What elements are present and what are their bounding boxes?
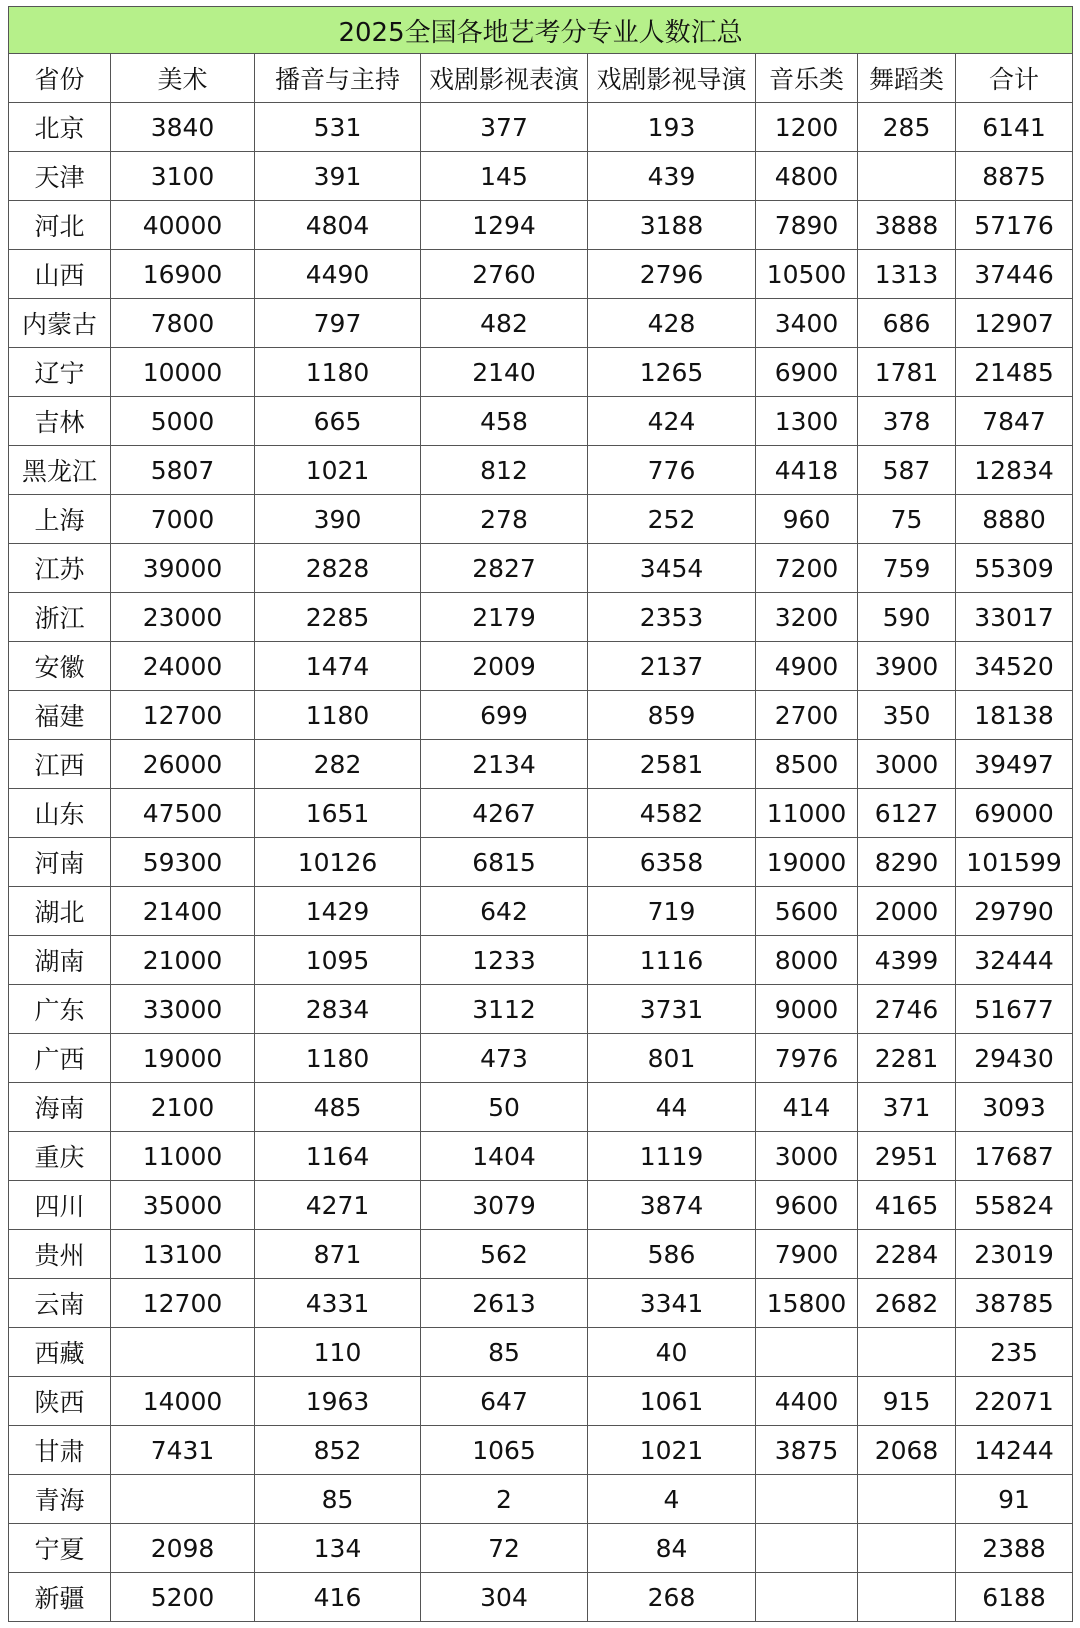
cell-drama-directing: 424 — [588, 397, 756, 446]
cell-total: 2388 — [956, 1524, 1073, 1573]
cell-music: 7900 — [756, 1230, 858, 1279]
cell-music: 4900 — [756, 642, 858, 691]
cell-music: 8500 — [756, 740, 858, 789]
cell-fine-arts: 7800 — [111, 299, 255, 348]
cell-broadcasting-hosting: 416 — [255, 1573, 421, 1622]
table-body — [9, 103, 1073, 1622]
cell-broadcasting-hosting: 10126 — [255, 838, 421, 887]
cell-dance — [858, 1573, 956, 1622]
cell-broadcasting-hosting: 1095 — [255, 936, 421, 985]
cell-fine-arts: 59300 — [111, 838, 255, 887]
table-row — [9, 544, 1073, 593]
cell-total: 6188 — [956, 1573, 1073, 1622]
cell-province: 西藏 — [9, 1328, 111, 1377]
table-row — [9, 1328, 1073, 1377]
cell-drama-directing: 1119 — [588, 1132, 756, 1181]
cell-drama-performance: 3112 — [421, 985, 588, 1034]
table-row — [9, 1034, 1073, 1083]
cell-music: 19000 — [756, 838, 858, 887]
cell-drama-performance: 642 — [421, 887, 588, 936]
cell-music: 8000 — [756, 936, 858, 985]
table-row — [9, 1279, 1073, 1328]
cell-broadcasting-hosting: 1474 — [255, 642, 421, 691]
cell-drama-directing: 4582 — [588, 789, 756, 838]
cell-province: 湖南 — [9, 936, 111, 985]
cell-fine-arts: 12700 — [111, 691, 255, 740]
cell-fine-arts: 21400 — [111, 887, 255, 936]
table-row — [9, 495, 1073, 544]
table-row — [9, 740, 1073, 789]
cell-province: 四川 — [9, 1181, 111, 1230]
cell-drama-performance: 6815 — [421, 838, 588, 887]
cell-broadcasting-hosting: 1180 — [255, 1034, 421, 1083]
cell-province: 浙江 — [9, 593, 111, 642]
cell-drama-directing: 84 — [588, 1524, 756, 1573]
cell-fine-arts: 7431 — [111, 1426, 255, 1475]
cell-music — [756, 1328, 858, 1377]
cell-drama-directing: 3731 — [588, 985, 756, 1034]
cell-dance: 2281 — [858, 1034, 956, 1083]
cell-fine-arts: 39000 — [111, 544, 255, 593]
cell-music: 11000 — [756, 789, 858, 838]
cell-broadcasting-hosting: 1021 — [255, 446, 421, 495]
cell-drama-performance: 2760 — [421, 250, 588, 299]
cell-total: 22071 — [956, 1377, 1073, 1426]
cell-drama-directing: 801 — [588, 1034, 756, 1083]
cell-broadcasting-hosting: 110 — [255, 1328, 421, 1377]
cell-broadcasting-hosting: 2828 — [255, 544, 421, 593]
cell-drama-directing: 44 — [588, 1083, 756, 1132]
cell-drama-performance: 2140 — [421, 348, 588, 397]
cell-drama-performance: 1404 — [421, 1132, 588, 1181]
cell-dance: 759 — [858, 544, 956, 593]
cell-music — [756, 1524, 858, 1573]
cell-province: 海南 — [9, 1083, 111, 1132]
cell-dance: 3900 — [858, 642, 956, 691]
cell-music: 4418 — [756, 446, 858, 495]
cell-music: 7976 — [756, 1034, 858, 1083]
cell-total: 32444 — [956, 936, 1073, 985]
cell-broadcasting-hosting: 282 — [255, 740, 421, 789]
cell-fine-arts: 16900 — [111, 250, 255, 299]
column-header-total: 合计 — [956, 54, 1073, 103]
cell-fine-arts: 7000 — [111, 495, 255, 544]
cell-broadcasting-hosting: 1180 — [255, 348, 421, 397]
cell-dance: 3888 — [858, 201, 956, 250]
cell-drama-performance: 50 — [421, 1083, 588, 1132]
cell-drama-directing: 1061 — [588, 1377, 756, 1426]
cell-music: 414 — [756, 1083, 858, 1132]
cell-drama-performance: 2134 — [421, 740, 588, 789]
cell-music: 4800 — [756, 152, 858, 201]
cell-drama-directing: 1116 — [588, 936, 756, 985]
cell-total: 37446 — [956, 250, 1073, 299]
cell-dance: 2746 — [858, 985, 956, 1034]
cell-drama-performance: 1294 — [421, 201, 588, 250]
cell-fine-arts: 2100 — [111, 1083, 255, 1132]
cell-broadcasting-hosting: 797 — [255, 299, 421, 348]
table-row — [9, 152, 1073, 201]
cell-drama-directing: 40 — [588, 1328, 756, 1377]
cell-drama-performance: 647 — [421, 1377, 588, 1426]
table-frame — [8, 6, 1072, 1622]
cell-drama-performance: 482 — [421, 299, 588, 348]
cell-fine-arts: 5000 — [111, 397, 255, 446]
cell-drama-directing: 252 — [588, 495, 756, 544]
cell-drama-performance: 1065 — [421, 1426, 588, 1475]
cell-province: 上海 — [9, 495, 111, 544]
cell-drama-performance: 3079 — [421, 1181, 588, 1230]
table-row — [9, 103, 1073, 152]
cell-music: 9600 — [756, 1181, 858, 1230]
table-row — [9, 887, 1073, 936]
table-row — [9, 397, 1073, 446]
column-header-dance: 舞蹈类 — [858, 54, 956, 103]
cell-total: 3093 — [956, 1083, 1073, 1132]
cell-fine-arts: 47500 — [111, 789, 255, 838]
cell-drama-directing: 428 — [588, 299, 756, 348]
table-row — [9, 1083, 1073, 1132]
column-header-music: 音乐类 — [756, 54, 858, 103]
cell-drama-directing: 2581 — [588, 740, 756, 789]
cell-drama-performance: 4267 — [421, 789, 588, 838]
cell-fine-arts: 40000 — [111, 201, 255, 250]
cell-music: 9000 — [756, 985, 858, 1034]
table-row — [9, 936, 1073, 985]
cell-province: 宁夏 — [9, 1524, 111, 1573]
cell-music: 3000 — [756, 1132, 858, 1181]
cell-fine-arts: 2098 — [111, 1524, 255, 1573]
cell-province: 山西 — [9, 250, 111, 299]
cell-broadcasting-hosting: 85 — [255, 1475, 421, 1524]
cell-drama-directing: 1265 — [588, 348, 756, 397]
cell-music: 3875 — [756, 1426, 858, 1475]
cell-drama-directing: 439 — [588, 152, 756, 201]
cell-province: 湖北 — [9, 887, 111, 936]
cell-fine-arts — [111, 1328, 255, 1377]
cell-dance: 4165 — [858, 1181, 956, 1230]
cell-drama-directing: 4 — [588, 1475, 756, 1524]
cell-music: 960 — [756, 495, 858, 544]
cell-total: 69000 — [956, 789, 1073, 838]
cell-province: 重庆 — [9, 1132, 111, 1181]
cell-total: 91 — [956, 1475, 1073, 1524]
cell-broadcasting-hosting: 1164 — [255, 1132, 421, 1181]
cell-province: 河南 — [9, 838, 111, 887]
cell-fine-arts: 10000 — [111, 348, 255, 397]
cell-fine-arts: 5200 — [111, 1573, 255, 1622]
table-row — [9, 691, 1073, 740]
table-row — [9, 642, 1073, 691]
cell-fine-arts: 5807 — [111, 446, 255, 495]
cell-province: 山东 — [9, 789, 111, 838]
cell-dance: 371 — [858, 1083, 956, 1132]
cell-total: 14244 — [956, 1426, 1073, 1475]
column-header-drama-directing: 戏剧影视导演 — [588, 54, 756, 103]
cell-drama-performance: 458 — [421, 397, 588, 446]
cell-broadcasting-hosting: 4490 — [255, 250, 421, 299]
cell-dance — [858, 152, 956, 201]
title-row — [9, 7, 1073, 54]
cell-total: 6141 — [956, 103, 1073, 152]
cell-province: 北京 — [9, 103, 111, 152]
cell-province: 吉林 — [9, 397, 111, 446]
cell-fine-arts: 24000 — [111, 642, 255, 691]
cell-dance: 3000 — [858, 740, 956, 789]
cell-music: 7890 — [756, 201, 858, 250]
cell-broadcasting-hosting: 1429 — [255, 887, 421, 936]
cell-drama-performance: 699 — [421, 691, 588, 740]
cell-province: 福建 — [9, 691, 111, 740]
cell-province: 甘肃 — [9, 1426, 111, 1475]
cell-drama-performance: 72 — [421, 1524, 588, 1573]
cell-music: 2700 — [756, 691, 858, 740]
cell-fine-arts: 14000 — [111, 1377, 255, 1426]
cell-total: 101599 — [956, 838, 1073, 887]
cell-music — [756, 1573, 858, 1622]
cell-fine-arts: 11000 — [111, 1132, 255, 1181]
cell-dance: 75 — [858, 495, 956, 544]
cell-dance: 590 — [858, 593, 956, 642]
table-row — [9, 1377, 1073, 1426]
cell-drama-directing: 268 — [588, 1573, 756, 1622]
cell-broadcasting-hosting: 2285 — [255, 593, 421, 642]
cell-drama-performance: 278 — [421, 495, 588, 544]
table-row — [9, 250, 1073, 299]
cell-fine-arts: 35000 — [111, 1181, 255, 1230]
cell-dance: 285 — [858, 103, 956, 152]
table-title: 2025全国各地艺考分专业人数汇总 — [9, 7, 1073, 54]
cell-music: 6900 — [756, 348, 858, 397]
cell-total: 39497 — [956, 740, 1073, 789]
cell-broadcasting-hosting: 390 — [255, 495, 421, 544]
cell-music: 4400 — [756, 1377, 858, 1426]
cell-broadcasting-hosting: 871 — [255, 1230, 421, 1279]
cell-drama-directing: 586 — [588, 1230, 756, 1279]
cell-total: 51677 — [956, 985, 1073, 1034]
cell-drama-directing: 3188 — [588, 201, 756, 250]
cell-province: 广西 — [9, 1034, 111, 1083]
cell-total: 7847 — [956, 397, 1073, 446]
cell-drama-performance: 562 — [421, 1230, 588, 1279]
cell-broadcasting-hosting: 4271 — [255, 1181, 421, 1230]
cell-dance: 378 — [858, 397, 956, 446]
cell-total: 8880 — [956, 495, 1073, 544]
table-row — [9, 593, 1073, 642]
column-header-province: 省份 — [9, 54, 111, 103]
cell-music: 15800 — [756, 1279, 858, 1328]
table-row — [9, 985, 1073, 1034]
header-row — [9, 54, 1073, 103]
cell-drama-directing: 3874 — [588, 1181, 756, 1230]
cell-province: 天津 — [9, 152, 111, 201]
table-row — [9, 1573, 1073, 1622]
cell-broadcasting-hosting: 1180 — [255, 691, 421, 740]
cell-total: 18138 — [956, 691, 1073, 740]
cell-music: 1300 — [756, 397, 858, 446]
cell-drama-performance: 377 — [421, 103, 588, 152]
column-header-fine-arts: 美术 — [111, 54, 255, 103]
cell-total: 235 — [956, 1328, 1073, 1377]
cell-province: 江苏 — [9, 544, 111, 593]
cell-dance: 6127 — [858, 789, 956, 838]
cell-broadcasting-hosting: 1963 — [255, 1377, 421, 1426]
cell-dance: 915 — [858, 1377, 956, 1426]
cell-broadcasting-hosting: 2834 — [255, 985, 421, 1034]
cell-drama-directing: 6358 — [588, 838, 756, 887]
cell-drama-directing: 776 — [588, 446, 756, 495]
cell-drama-directing: 3341 — [588, 1279, 756, 1328]
cell-total: 55309 — [956, 544, 1073, 593]
table-row — [9, 789, 1073, 838]
cell-fine-arts: 26000 — [111, 740, 255, 789]
cell-drama-performance: 85 — [421, 1328, 588, 1377]
table-row — [9, 201, 1073, 250]
cell-drama-directing: 2137 — [588, 642, 756, 691]
cell-drama-directing: 2353 — [588, 593, 756, 642]
table-row — [9, 1475, 1073, 1524]
cell-broadcasting-hosting: 1651 — [255, 789, 421, 838]
column-header-drama-performance: 戏剧影视表演 — [421, 54, 588, 103]
cell-dance: 2284 — [858, 1230, 956, 1279]
cell-drama-directing: 2796 — [588, 250, 756, 299]
cell-fine-arts: 33000 — [111, 985, 255, 1034]
cell-total: 21485 — [956, 348, 1073, 397]
cell-music: 3200 — [756, 593, 858, 642]
cell-dance: 587 — [858, 446, 956, 495]
cell-dance: 350 — [858, 691, 956, 740]
table-row — [9, 1181, 1073, 1230]
cell-broadcasting-hosting: 134 — [255, 1524, 421, 1573]
cell-province: 河北 — [9, 201, 111, 250]
cell-broadcasting-hosting: 391 — [255, 152, 421, 201]
cell-dance: 1313 — [858, 250, 956, 299]
cell-drama-performance: 812 — [421, 446, 588, 495]
cell-total: 23019 — [956, 1230, 1073, 1279]
cell-dance: 2682 — [858, 1279, 956, 1328]
cell-music: 7200 — [756, 544, 858, 593]
table-row — [9, 348, 1073, 397]
cell-broadcasting-hosting: 4331 — [255, 1279, 421, 1328]
cell-broadcasting-hosting: 531 — [255, 103, 421, 152]
cell-dance: 2951 — [858, 1132, 956, 1181]
cell-province: 黑龙江 — [9, 446, 111, 495]
cell-drama-performance: 2613 — [421, 1279, 588, 1328]
cell-broadcasting-hosting: 485 — [255, 1083, 421, 1132]
cell-broadcasting-hosting: 852 — [255, 1426, 421, 1475]
table-row — [9, 1426, 1073, 1475]
cell-province: 新疆 — [9, 1573, 111, 1622]
cell-dance: 1781 — [858, 348, 956, 397]
table-row — [9, 1230, 1073, 1279]
cell-total: 29430 — [956, 1034, 1073, 1083]
cell-total: 17687 — [956, 1132, 1073, 1181]
cell-drama-performance: 2179 — [421, 593, 588, 642]
cell-drama-performance: 1233 — [421, 936, 588, 985]
cell-dance: 2000 — [858, 887, 956, 936]
cell-music: 3400 — [756, 299, 858, 348]
table-row — [9, 838, 1073, 887]
cell-dance: 686 — [858, 299, 956, 348]
cell-drama-performance: 2827 — [421, 544, 588, 593]
cell-dance — [858, 1475, 956, 1524]
cell-province: 云南 — [9, 1279, 111, 1328]
cell-province: 安徽 — [9, 642, 111, 691]
cell-drama-directing: 3454 — [588, 544, 756, 593]
cell-dance — [858, 1328, 956, 1377]
cell-fine-arts: 12700 — [111, 1279, 255, 1328]
cell-drama-performance: 2009 — [421, 642, 588, 691]
cell-dance: 8290 — [858, 838, 956, 887]
cell-total: 34520 — [956, 642, 1073, 691]
cell-province: 陕西 — [9, 1377, 111, 1426]
cell-fine-arts: 19000 — [111, 1034, 255, 1083]
cell-province: 贵州 — [9, 1230, 111, 1279]
table-row — [9, 1524, 1073, 1573]
art-exam-table — [8, 6, 1073, 1622]
cell-fine-arts — [111, 1475, 255, 1524]
table-row — [9, 299, 1073, 348]
cell-drama-directing: 719 — [588, 887, 756, 936]
cell-drama-performance: 2 — [421, 1475, 588, 1524]
cell-fine-arts: 13100 — [111, 1230, 255, 1279]
cell-broadcasting-hosting: 4804 — [255, 201, 421, 250]
cell-province: 广东 — [9, 985, 111, 1034]
cell-province: 青海 — [9, 1475, 111, 1524]
cell-dance: 2068 — [858, 1426, 956, 1475]
table-row — [9, 446, 1073, 495]
cell-dance — [858, 1524, 956, 1573]
cell-music: 1200 — [756, 103, 858, 152]
cell-drama-directing: 859 — [588, 691, 756, 740]
cell-province: 内蒙古 — [9, 299, 111, 348]
cell-province: 江西 — [9, 740, 111, 789]
cell-music — [756, 1475, 858, 1524]
column-header-broadcasting-hosting: 播音与主持 — [255, 54, 421, 103]
cell-total: 57176 — [956, 201, 1073, 250]
table-row — [9, 1132, 1073, 1181]
cell-drama-performance: 473 — [421, 1034, 588, 1083]
cell-total: 8875 — [956, 152, 1073, 201]
cell-fine-arts: 3100 — [111, 152, 255, 201]
cell-fine-arts: 21000 — [111, 936, 255, 985]
cell-drama-performance: 304 — [421, 1573, 588, 1622]
cell-drama-directing: 1021 — [588, 1426, 756, 1475]
cell-music: 5600 — [756, 887, 858, 936]
cell-total: 12834 — [956, 446, 1073, 495]
cell-total: 55824 — [956, 1181, 1073, 1230]
cell-drama-performance: 145 — [421, 152, 588, 201]
cell-music: 10500 — [756, 250, 858, 299]
cell-total: 12907 — [956, 299, 1073, 348]
cell-fine-arts: 3840 — [111, 103, 255, 152]
cell-total: 29790 — [956, 887, 1073, 936]
cell-drama-directing: 193 — [588, 103, 756, 152]
cell-fine-arts: 23000 — [111, 593, 255, 642]
cell-broadcasting-hosting: 665 — [255, 397, 421, 446]
cell-total: 38785 — [956, 1279, 1073, 1328]
cell-province: 辽宁 — [9, 348, 111, 397]
cell-total: 33017 — [956, 593, 1073, 642]
cell-dance: 4399 — [858, 936, 956, 985]
